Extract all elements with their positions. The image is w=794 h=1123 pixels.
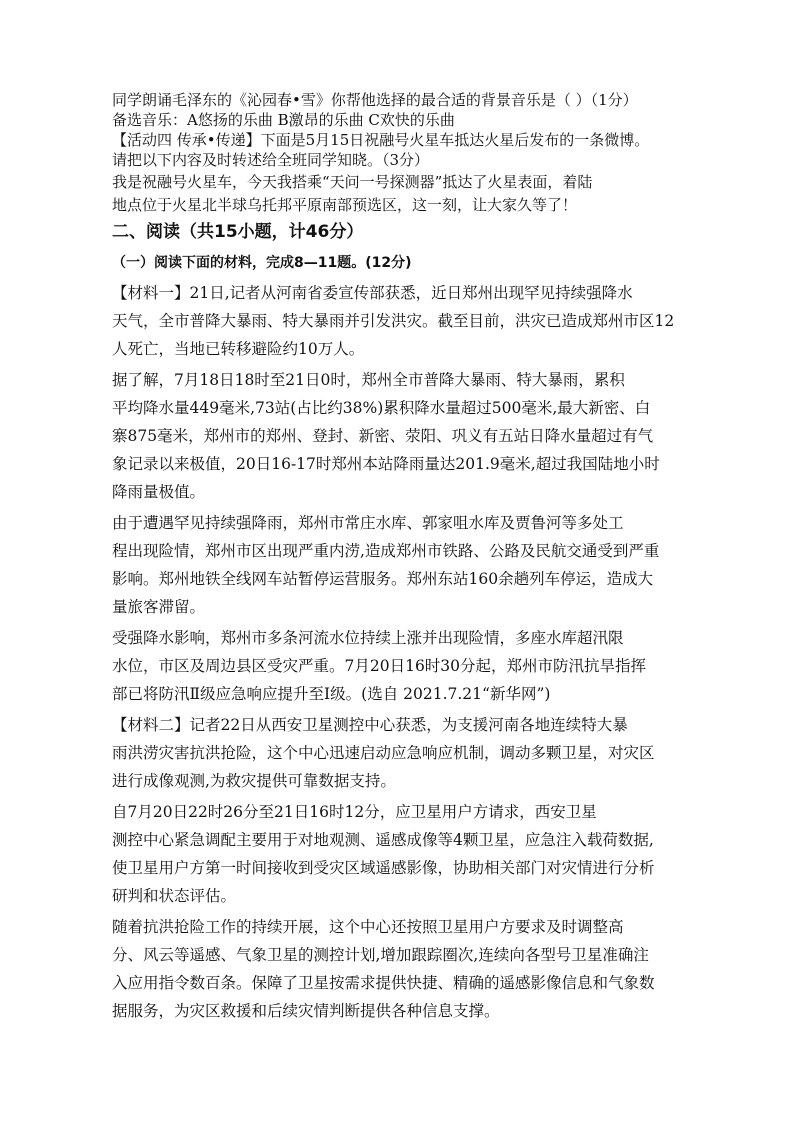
paragraph-line: 量旅客滞留。 — [112, 598, 206, 616]
paragraph-line: 程出现险情，郑州市区出现严重内涝,造成郑州市铁路、公路及民航交通受到严重 — [112, 542, 660, 560]
paragraph-line: 降雨量极值。 — [112, 483, 206, 501]
weibo-line: 我是祝融号火星车，今天我搭乘“天问一号探测器”抵达了火星表面，着陆 — [112, 173, 593, 191]
paragraph-line: 水位，市区及周边县区受灾严重。7月20日16时30分起，郑州市防汛抗旱指挥 — [112, 657, 647, 675]
paragraph-line: 测控中心紧急调配主要用于对地观测、遥感成像等4颗卫星，应急注入载荷数据, — [112, 831, 654, 849]
paragraph-line: 雨洪涝灾害抗洪抢险，这个中心迅速启动应急响应机制，调动多颗卫星，对灾区 — [112, 744, 655, 762]
paragraph-line: 【材料一】21日,记者从河南省委宣传部获悉，近日郑州出现罕见持续强降水 — [112, 284, 633, 302]
section-heading: 二、阅读（共15小题，计46分） — [112, 222, 364, 242]
paragraph-line: 使卫星用户方第一时间接收到受灾区域遥感影像，协助相关部门对灾情进行分析 — [112, 859, 655, 877]
paragraph-line: 影响。郑州地铁全线网车站暂停运营服务。郑州东站160余趟列车停运，造成大 — [112, 570, 654, 588]
activity-line: 请把以下内容及时转述给全班同学知晓。（3分） — [112, 151, 430, 169]
weibo-line: 地点位于火星北半球乌托邦平原南部预选区，这一刻，让大家久等了！ — [112, 196, 578, 214]
paragraph-line: 部已将防汛Ⅱ级应急响应提升至Ⅰ级。(选自 2021.7.21“新华网”) — [112, 685, 551, 703]
paragraph-line: 研判和状态评估。 — [112, 887, 237, 905]
section-subheading: （一）阅读下面的材料，完成8—11题。(12分) — [112, 255, 412, 271]
options-line: 备选音乐：A悠扬的乐曲 B激昂的乐曲 C欢快的乐曲 — [112, 111, 455, 129]
paragraph-line: 由于遭遇罕见持续强降雨，郑州市常庄水库、郭家咀水库及贾鲁河等多处工 — [112, 514, 624, 532]
paragraph-line: 据了解，7月18日18时至21日0时，郑州全市普降大暴雨、特大暴雨，累积 — [112, 371, 625, 389]
paragraph-line: 平均降水量449毫米,73站(占比约38%)累积降水量超过500毫米,最大新密、白 — [112, 399, 651, 417]
paragraph-line: 寨875毫米，郑州市的郑州、登封、新密、荥阳、巩义有五站日降水量超过有气 — [112, 427, 654, 445]
paragraph-line: 自7月20日22时26分至21日16时12分，应卫星用户方请求，西安卫星 — [112, 803, 597, 821]
paragraph-line: 【材料二】记者22日从西安卫星测控中心获悉，为支援河南各地连续特大暴 — [112, 716, 628, 734]
paragraph-line: 进行成像观测,为救灾提供可靠数据支持。 — [112, 772, 396, 790]
paragraph-line: 据服务，为灾区救援和后续灾情判断提供各种信息支撑。 — [112, 1002, 500, 1020]
paragraph-line: 象记录以来极值，20日16-17时郑州本站降雨量达201.9毫米,超过我国陆地小时 — [112, 455, 660, 473]
paragraph-line: 人死亡，当地已转移避险约10万人。 — [112, 340, 365, 358]
paragraph-line: 随着抗洪抢险工作的持续开展，这个中心还按照卫星用户方要求及时调整高 — [112, 918, 624, 936]
activity-line: 【活动四 传承•传递】下面是5月15日祝融号火星车抵达火星后发布的一条微博。 — [112, 131, 650, 149]
paragraph-line: 分、风云等遥感、气象卫星的测控计划,增加跟踪圈次,连续向各型号卫星准确注 — [112, 946, 649, 964]
question-line: 同学朗诵毛泽东的《沁园春•雪》你帮他选择的最合适的背景音乐是（ ）（1分） — [112, 91, 638, 109]
paragraph-line: 天气，全市普降大暴雨、特大暴雨并引发洪灾。截至目前，洪灾已造成郑州市区12 — [112, 312, 675, 330]
paragraph-line: 入应用指令数百条。保障了卫星按需求提供快捷、精确的遥感影像信息和气象数 — [112, 974, 655, 992]
paragraph-line: 受强降水影响，郑州市多条河流水位持续上涨并出现险情，多座水库超汛限 — [112, 629, 624, 647]
